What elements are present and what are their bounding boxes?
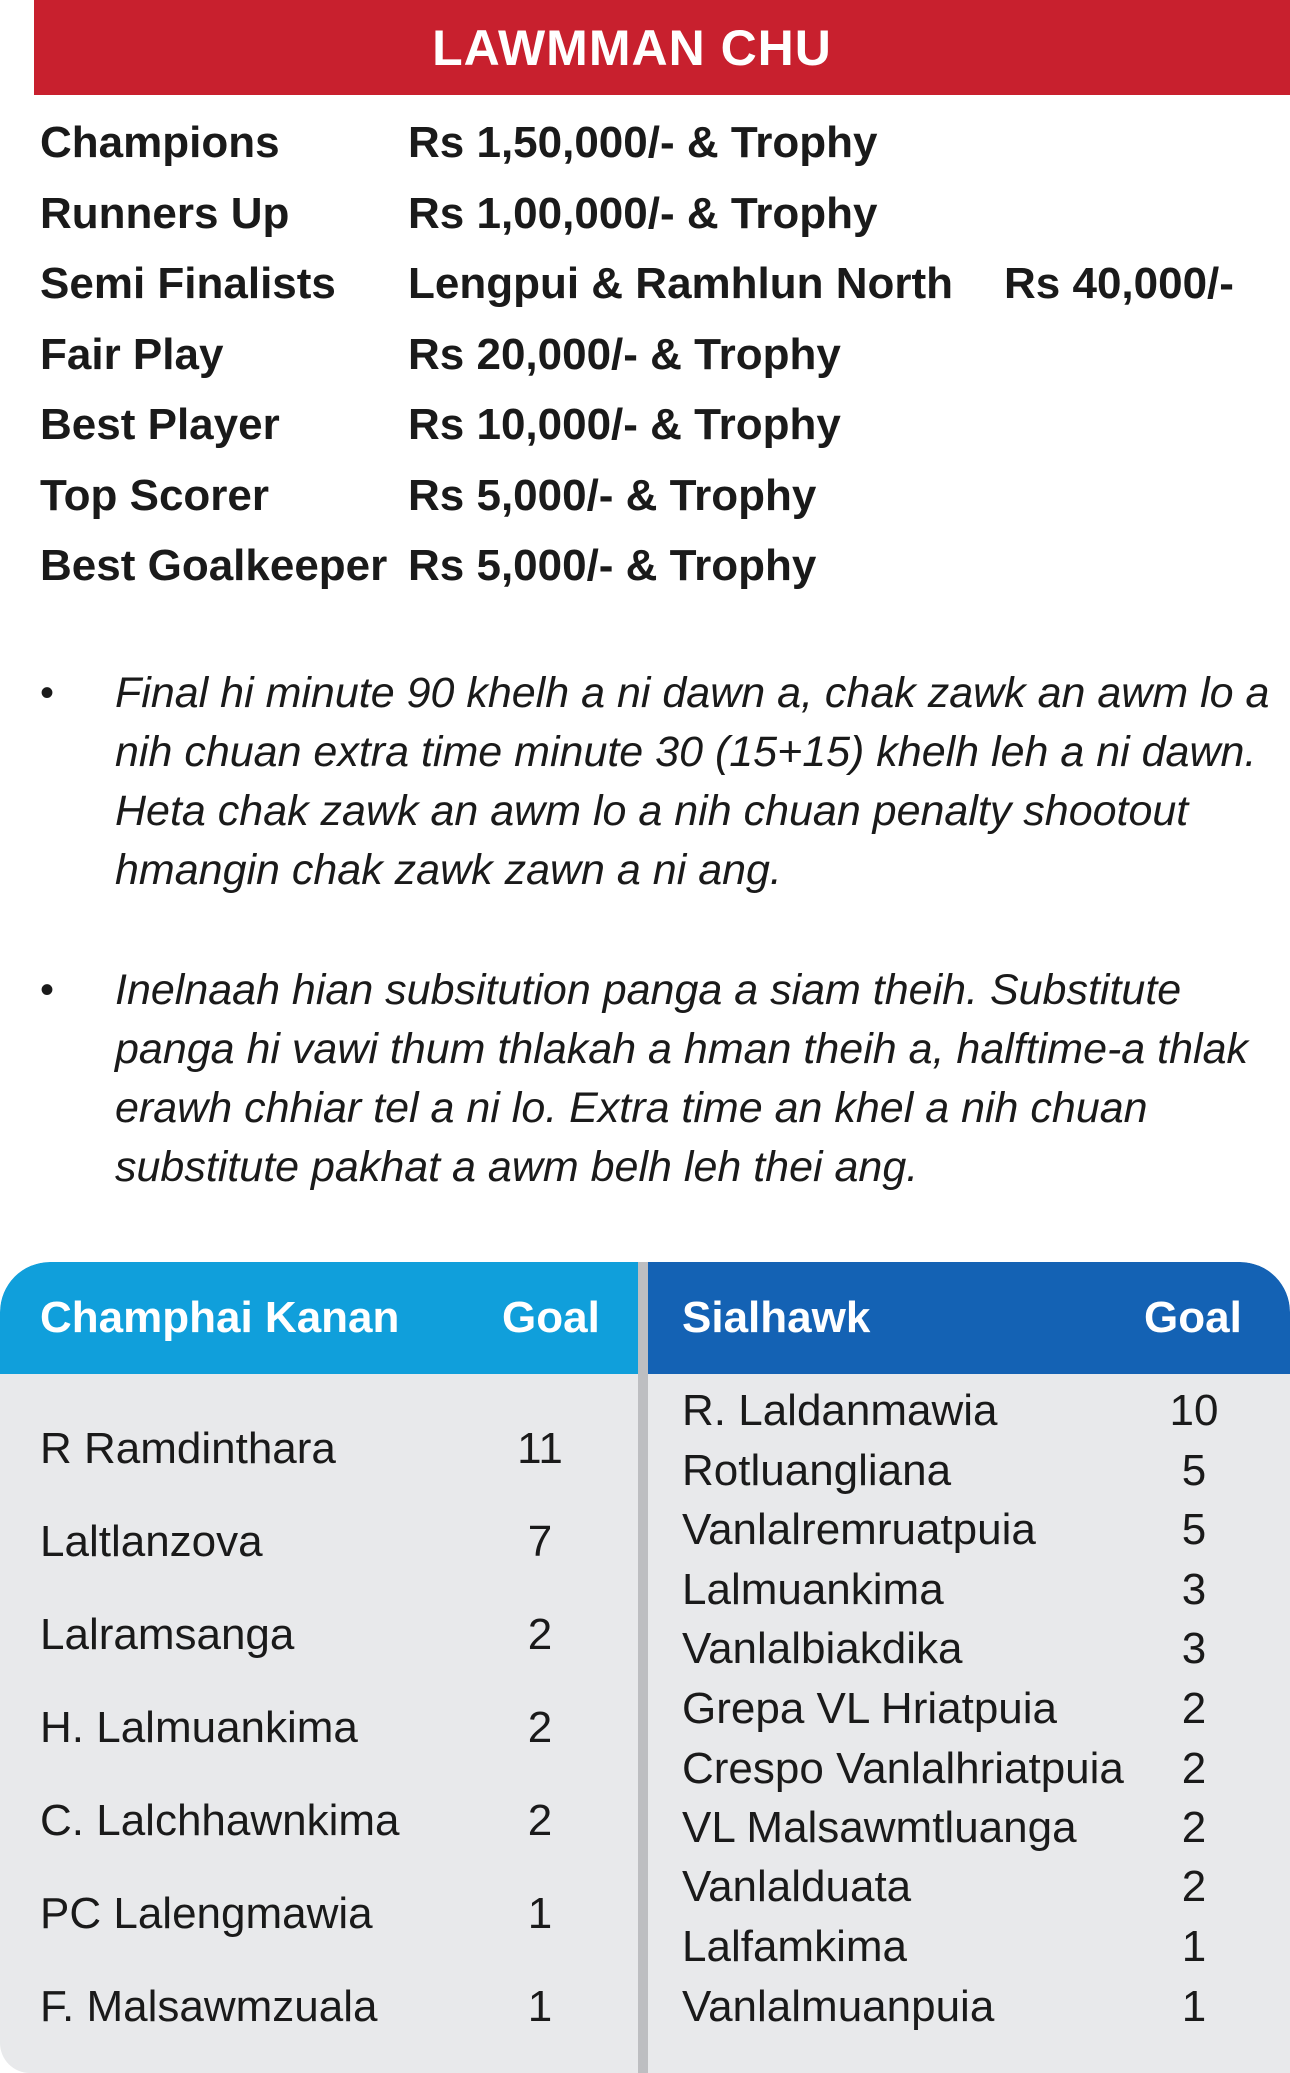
goal-count: 10 xyxy=(1169,1386,1219,1435)
prize-extra-value: Rs 40,000/- xyxy=(1004,259,1234,308)
table-row xyxy=(40,1703,553,1753)
left-team-name: Champhai Kanan xyxy=(40,1293,400,1342)
player-name: C. Lalchhawnkima xyxy=(40,1796,400,1845)
table-row xyxy=(682,1565,1207,1615)
goal-count: 2 xyxy=(1181,1744,1207,1793)
prize-label: Semi Finalists xyxy=(40,259,336,308)
bullet-icon: • xyxy=(40,968,55,1012)
goal-count: 5 xyxy=(1181,1446,1207,1495)
right-team-name: Sialhawk xyxy=(682,1293,871,1342)
goal-count: 2 xyxy=(1181,1684,1207,1733)
table-row xyxy=(40,1982,553,2032)
note-text: Final hi minute 90 khelh a ni dawn a, chak zawk an awm lo a nih chuan extra time minute 30 (15+15) khelh leh a ni dawn. Heta chak zawk an awm lo a nih chuan penalty shootout hmangin chak zawk zawn a ni ang. xyxy=(115,669,1270,894)
goal-count: 3 xyxy=(1181,1565,1207,1614)
prize-list xyxy=(40,108,1280,602)
table-row xyxy=(682,1446,1207,1496)
player-name: Lalramsanga xyxy=(40,1610,295,1659)
player-name: Vanlalremruatpuia xyxy=(682,1505,1036,1554)
page-title: LAWMMAN CHU xyxy=(432,19,832,76)
table-row xyxy=(40,1796,553,1846)
prize-value: Rs 5,000/- & Trophy xyxy=(408,470,817,520)
prize-label: Champions xyxy=(40,118,280,167)
goal-count: 3 xyxy=(1181,1624,1207,1673)
bullet-icon: • xyxy=(40,671,55,715)
player-name: Laltlanzova xyxy=(40,1517,263,1566)
prize-value: Rs 5,000/- & Trophy xyxy=(408,541,817,590)
table-row xyxy=(40,1517,553,1567)
player-name: R Ramdinthara xyxy=(40,1424,336,1473)
table-row xyxy=(682,1624,1207,1674)
goal-count: 2 xyxy=(527,1703,553,1752)
goal-count: 2 xyxy=(1181,1803,1207,1852)
column-divider xyxy=(638,1262,648,2073)
prize-row-fair-play xyxy=(40,320,1280,391)
note-substitution xyxy=(40,961,1270,1201)
goal-count: 7 xyxy=(527,1517,553,1566)
prize-row-champions xyxy=(40,108,1280,179)
goal-count: 1 xyxy=(527,1982,553,2031)
goal-count: 2 xyxy=(1181,1862,1207,1911)
prize-row-semi-finalists xyxy=(40,249,1280,320)
prize-value: Rs 20,000/- & Trophy xyxy=(408,329,841,379)
prize-label: Runners Up xyxy=(40,188,290,238)
prize-row-top-scorer xyxy=(40,461,1280,532)
table-row xyxy=(40,1610,553,1660)
prize-value: Rs 1,50,000/- & Trophy xyxy=(408,118,878,167)
prize-label: Top Scorer xyxy=(40,470,270,520)
player-name: PC Lalengmawia xyxy=(40,1889,373,1938)
goal-count: 5 xyxy=(1181,1505,1207,1554)
table-row xyxy=(682,1684,1207,1734)
prize-row-runners-up xyxy=(40,179,1280,250)
table-row xyxy=(682,1982,1207,2032)
prize-value: Rs 1,00,000/- & Trophy xyxy=(408,188,878,238)
goal-count: 2 xyxy=(527,1610,553,1659)
table-row xyxy=(682,1803,1207,1853)
note-text: Inelnaah hian subsitution panga a siam theih. Substitute panga hi vawi thum thlakah a hman theih a, halftime-a thlak erawh chhiar tel a ni lo. Extra time an khel a nih chuan substitute pakhat a awm belh leh thei ang. xyxy=(115,966,1248,1191)
table-row xyxy=(682,1862,1207,1912)
left-team-header xyxy=(0,1262,638,1374)
goal-count: 2 xyxy=(527,1796,553,1845)
prize-value: Lengpui & Ramhlun North xyxy=(408,259,954,308)
goal-count: 1 xyxy=(1181,1922,1207,1971)
goal-count: 11 xyxy=(517,1424,563,1473)
player-name: Vanlalbiakdika xyxy=(682,1624,963,1673)
player-name: Crespo Vanlalhriatpuia xyxy=(682,1744,1124,1793)
left-goal-header: Goal xyxy=(502,1293,600,1342)
prize-row-best-player xyxy=(40,390,1280,461)
prize-label: Best Player xyxy=(40,400,280,449)
title-banner xyxy=(34,0,1290,95)
player-name: R. Laldanmawia xyxy=(682,1386,998,1435)
player-name: Vanlalduata xyxy=(682,1862,912,1911)
prize-value: Rs 10,000/- & Trophy xyxy=(408,400,841,449)
right-team-header xyxy=(648,1262,1290,1374)
player-name: Vanlalmuanpuia xyxy=(682,1982,995,2031)
table-row xyxy=(682,1744,1207,1794)
table-row xyxy=(682,1386,1219,1436)
player-name: H. Lalmuankima xyxy=(40,1703,358,1752)
player-name: Grepa VL Hriatpuia xyxy=(682,1684,1058,1733)
table-row xyxy=(682,1922,1207,1972)
player-name: Lalmuankima xyxy=(682,1565,944,1614)
player-name: VL Malsawmtluanga xyxy=(682,1803,1077,1852)
prize-label: Best Goalkeeper xyxy=(40,541,388,590)
scorers-table xyxy=(0,1262,1290,2073)
goal-count: 1 xyxy=(527,1889,553,1938)
note-extra-time xyxy=(40,664,1270,904)
table-row xyxy=(40,1889,553,1939)
player-name: Lalfamkima xyxy=(682,1922,907,1971)
prize-row-best-goalkeeper xyxy=(40,531,1280,602)
table-row xyxy=(40,1424,563,1474)
table-row xyxy=(682,1505,1207,1555)
player-name: F. Malsawmzuala xyxy=(40,1982,378,2031)
goal-count: 1 xyxy=(1181,1982,1207,2031)
prize-label: Fair Play xyxy=(40,329,224,379)
player-name: Rotluangliana xyxy=(682,1446,952,1495)
right-goal-header: Goal xyxy=(1144,1293,1242,1342)
